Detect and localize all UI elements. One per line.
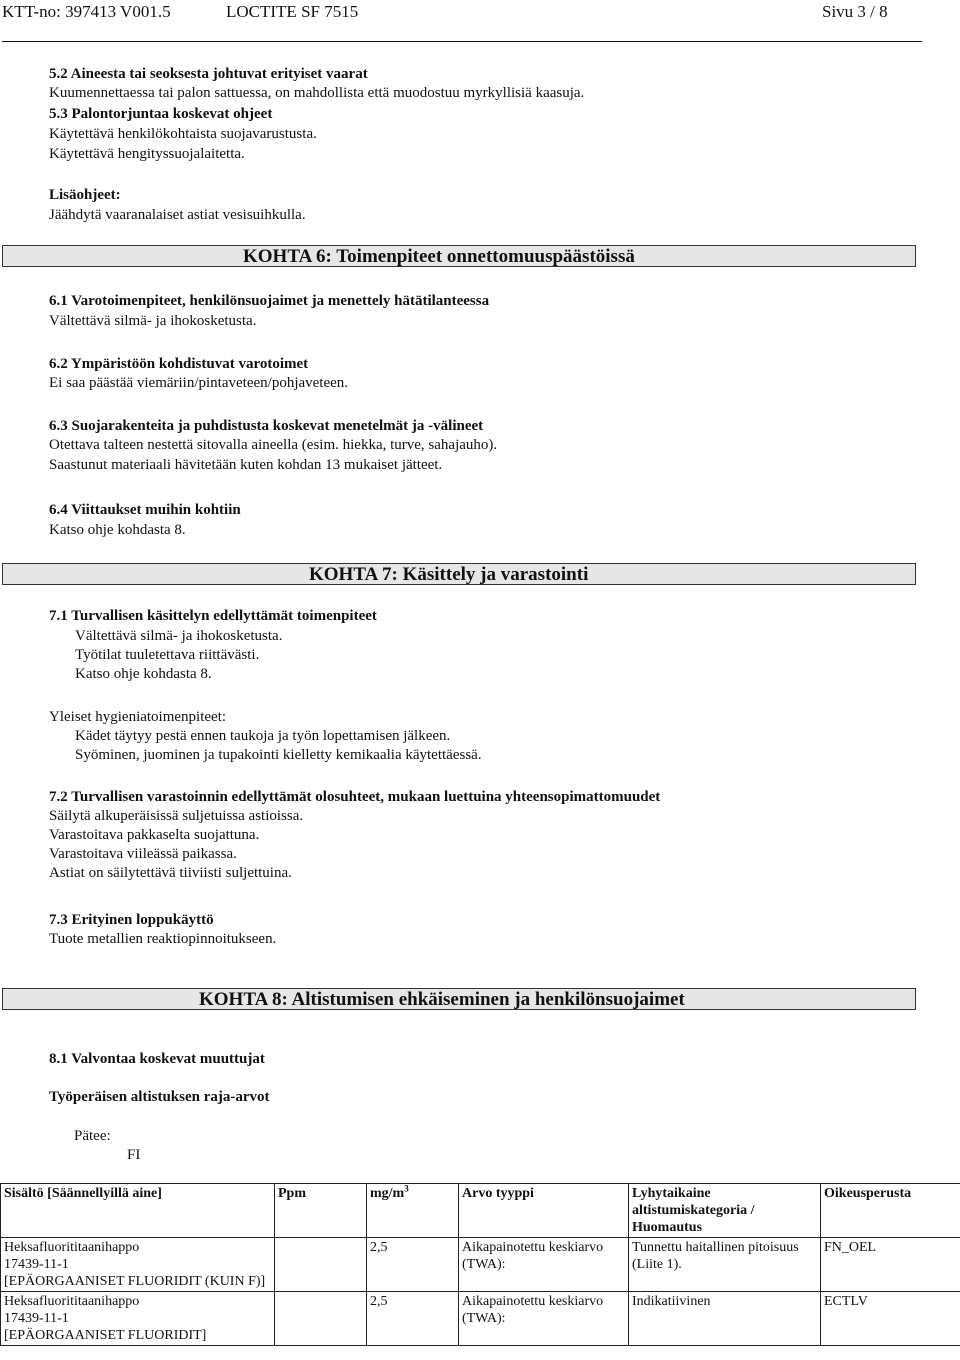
cell-value-type: Aikapainotettu keskiarvo (TWA): [459, 1292, 629, 1346]
header-substance: Sisältö [Säännellyillä aine] [1, 1184, 275, 1238]
section-7-3-title: 7.3 Erityinen loppukäyttö [49, 912, 214, 928]
cell-mgm3: 2,5 [367, 1292, 459, 1346]
applies-label: Pätee: [74, 1128, 111, 1144]
section-6-4-text: Katso ohje kohdasta 8. [49, 522, 186, 538]
table-header-row [1, 1184, 960, 1238]
table-row [1, 1292, 960, 1346]
section-6-2-title: 6.2 Ympäristöön kohdistuvat varotoimet [49, 356, 309, 372]
section-7-1-line-1: Vältettävä silmä- ja ihokosketusta. [75, 628, 283, 644]
section-7-3-text: Tuote metallien reaktiopinnoitukseen. [49, 931, 277, 947]
section-7-2-line-1: Säilytä alkuperäisissä suljetuissa astioissa. [49, 808, 304, 824]
section-6-1-text: Vältettävä silmä- ja ihokosketusta. [49, 313, 257, 329]
cell-substance: Heksafluorititaanihappo 17439-11-1 [EPÄORGAANISET FLUORIDIT (KUIN F)] [1, 1238, 275, 1292]
exposure-limits-title: Työperäisen altistuksen raja-arvot [49, 1089, 270, 1105]
applies-value: FI [127, 1147, 141, 1163]
section-7-heading: KOHTA 7: Käsittely ja varastointi [309, 564, 589, 585]
cell-category: Tunnettu haitallinen pitoisuus (Liite 1). [629, 1238, 821, 1292]
hygiene-line-1: Kädet täytyy pestä ennen taukoja ja työn lopettamisen jälkeen. [75, 728, 451, 744]
cell-ppm [275, 1238, 367, 1292]
section-6-bar [2, 245, 916, 267]
section-6-heading: KOHTA 6: Toimenpiteet onnettomuuspäästöissä [243, 246, 635, 267]
section-8-1-title: 8.1 Valvontaa koskevat muuttujat [49, 1051, 265, 1067]
section-8-bar [2, 988, 916, 1010]
hygiene-title: Yleiset hygieniatoimenpiteet: [49, 709, 227, 725]
section-8-heading: KOHTA 8: Altistumisen ehkäiseminen ja henkilönsuojaimet [199, 989, 685, 1010]
lisaohjeet-text: Jäähdytä vaaranalaiset astiat vesisuihkulla. [49, 207, 306, 223]
section-5-3-title: 5.3 Palontorjuntaa koskevat ohjeet [49, 106, 273, 122]
section-6-3-line-1: Otettava talteen nestettä sitovalla aineella (esim. hiekka, turve, sahajauho). [49, 437, 498, 453]
section-7-2-line-4: Astiat on säilytettävä tiiviisti suljettuina. [49, 865, 292, 881]
cell-value-type: Aikapainotettu keskiarvo (TWA): [459, 1238, 629, 1292]
exposure-limits-table [0, 1183, 960, 1346]
section-7-2-title: 7.2 Turvallisen varastoinnin edellyttämät olosuhteet, mukaan luettuina yhteensopimattomuudet [49, 789, 661, 805]
header-mgm3: $mg/m^3$ [367, 1184, 459, 1238]
page-number: Sivu 3 / 8 [822, 2, 888, 21]
header-rule [2, 41, 922, 42]
section-5-2-text: Kuumennettaessa tai palon sattuessa, on mahdollista että muodostuu myrkyllisiä kaasuja. [49, 85, 585, 101]
hygiene-line-2: Syöminen, juominen ja tupakointi kielletty kemikaalia käytettäessä. [75, 747, 482, 763]
section-7-2-line-2: Varastoitava pakkaselta suojattuna. [49, 827, 260, 843]
cell-ppm [275, 1292, 367, 1346]
section-5-3-line-2: Käytettävä hengityssuojalaitetta. [49, 146, 245, 162]
section-6-3-line-2: Saastunut materiaali hävitetään kuten kohdan 13 mukaiset jätteet. [49, 457, 443, 473]
section-7-1-line-3: Katso ohje kohdasta 8. [75, 666, 212, 682]
header-legal-basis: Oikeusperusta [821, 1184, 960, 1238]
section-5-3-line-1: Käytettävä henkilökohtaista suojavarustusta. [49, 126, 317, 142]
table-row [1, 1238, 960, 1292]
cell-legal-basis: ECTLV [821, 1292, 960, 1346]
cell-mgm3: 2,5 [367, 1238, 459, 1292]
section-7-1-title: 7.1 Turvallisen käsittelyn edellyttämät toimenpiteet [49, 608, 377, 624]
header-category: Lyhytaikaine altistumiskategoria / Huomautus [629, 1184, 821, 1238]
cell-category: Indikatiivinen [629, 1292, 821, 1346]
section-7-bar [2, 563, 916, 585]
doc-id: KTT-no: 397413 V001.5 [2, 2, 171, 21]
section-6-1-title: 6.1 Varotoimenpiteet, henkilönsuojaimet ja menettely hätätilanteessa [49, 293, 490, 309]
section-6-2-text: Ei saa päästää viemäriin/pintaveteen/pohjaveteen. [49, 375, 349, 391]
section-5-2-title: 5.2 Aineesta tai seoksesta johtuvat erityiset vaarat [49, 66, 368, 82]
product-name: LOCTITE SF 7515 [226, 2, 359, 21]
cell-substance: Heksafluorititaanihappo 17439-11-1 [EPÄORGAANISET FLUORIDIT] [1, 1292, 275, 1346]
section-6-4-title: 6.4 Viittaukset muihin kohtiin [49, 502, 241, 518]
section-6-3-title: 6.3 Suojarakenteita ja puhdistusta koskevat menetelmät ja -välineet [49, 418, 484, 434]
section-7-2-line-3: Varastoitava viileässä paikassa. [49, 846, 237, 862]
section-7-1-line-2: Työtilat tuuletettava riittävästi. [75, 647, 260, 663]
header-value-type: Arvo tyyppi [459, 1184, 629, 1238]
header-ppm: Ppm [275, 1184, 367, 1238]
lisaohjeet-title: Lisäohjeet: [49, 187, 121, 203]
cell-legal-basis: FN_OEL [821, 1238, 960, 1292]
